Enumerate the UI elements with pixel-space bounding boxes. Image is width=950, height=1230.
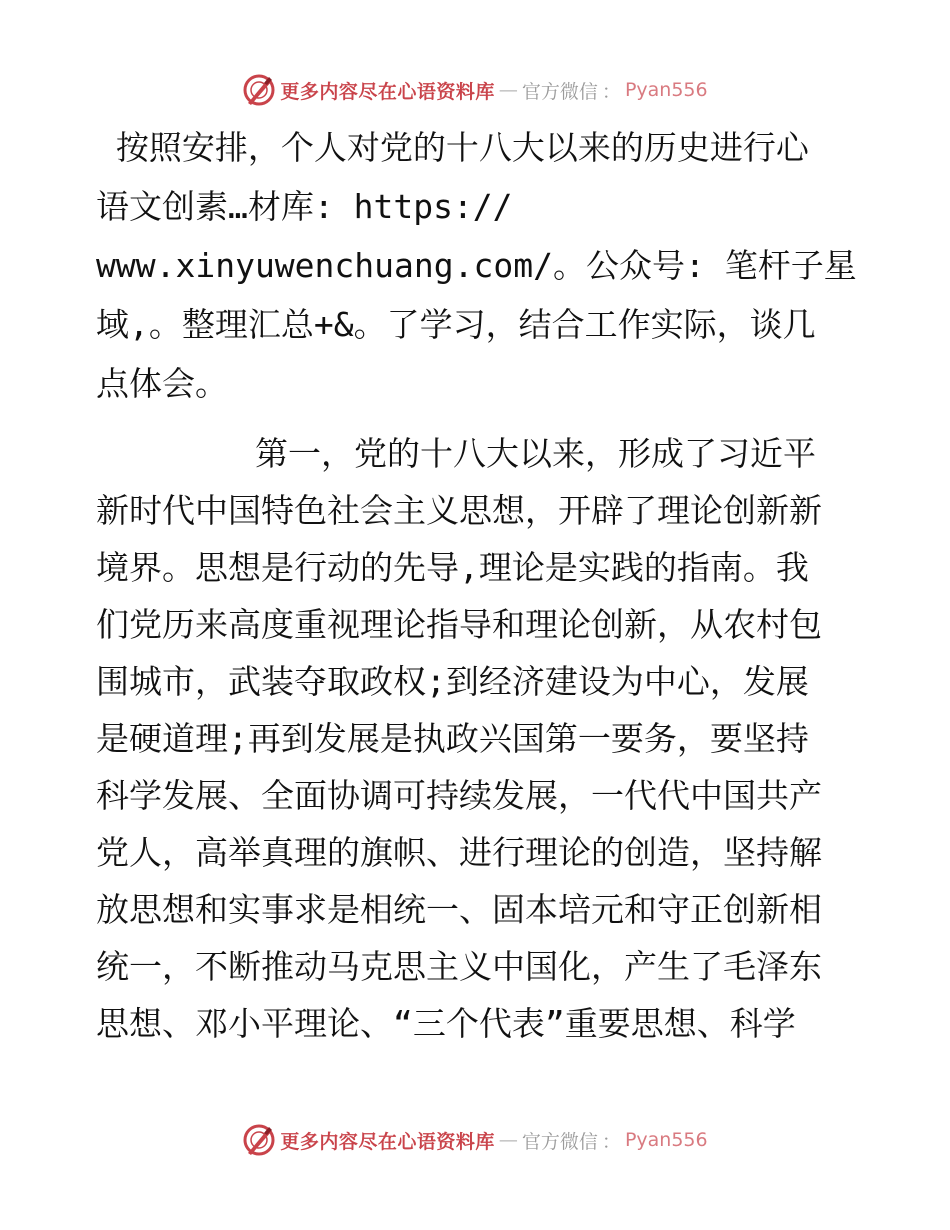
text-line: 新时代中国特色社会主义思想，开辟了理论创新新	[96, 491, 822, 530]
quill-logo-icon	[242, 73, 276, 107]
text-line: 域,。整理汇总+&。了学习，结合工作实际，谈几	[96, 305, 816, 344]
banner-colon: ：	[601, 1130, 621, 1153]
quill-logo-icon	[242, 1123, 276, 1157]
text-line: 党人，高举真理的旗帜、进行理论的创造，坚持解	[96, 833, 822, 872]
banner-wechat-handle: Pyan556	[624, 79, 708, 101]
text-line: 是硬道理;再到发展是执政兴国第一要务，要坚持	[96, 719, 809, 758]
text-line: 放思想和实事求是相统一、固本培元和守正创新相	[96, 890, 822, 929]
banner-wechat-handle: Pyan556	[624, 1129, 708, 1151]
banner-separator: —	[498, 1129, 516, 1151]
text-line: 境界。思想是行动的先导,理论是实践的指南。我	[96, 548, 809, 587]
banner-wechat-label: 官方微信	[521, 80, 598, 103]
text-line: 点体会。	[96, 364, 228, 403]
banner-separator: —	[498, 79, 516, 101]
text-line: 统一，不断推动马克思主义中国化，产生了毛泽东	[96, 947, 822, 986]
text-line: 按照安排，个人对党的十八大以来的历史进行心	[96, 128, 809, 167]
text-line: 围城市，武装夺取政权;到经济建设为中心，发展	[96, 662, 809, 701]
text-line: 们党历来高度重视理论指导和理论创新，从农村包	[96, 605, 822, 644]
banner-brand-text: 更多内容尽在心语资料库	[280, 1130, 495, 1153]
text-line: 语文创素…材库: https://	[96, 187, 513, 226]
text-line: www.xinyuwenchuang.com/。公众号: 笔杆子星	[96, 246, 857, 285]
footer-banner	[0, 1120, 950, 1160]
text-line: 第一，党的十八大以来，形成了习近平	[96, 434, 816, 473]
text-line: 思想、邓小平理论、“三个代表”重要思想、科学	[96, 1004, 796, 1043]
banner-wechat-label: 官方微信	[521, 1130, 598, 1153]
banner-colon: ：	[601, 80, 621, 103]
header-banner	[0, 70, 950, 110]
banner-brand-text: 更多内容尽在心语资料库	[280, 80, 495, 103]
text-line: 科学发展、全面协调可持续发展，一代代中国共产	[96, 776, 822, 815]
